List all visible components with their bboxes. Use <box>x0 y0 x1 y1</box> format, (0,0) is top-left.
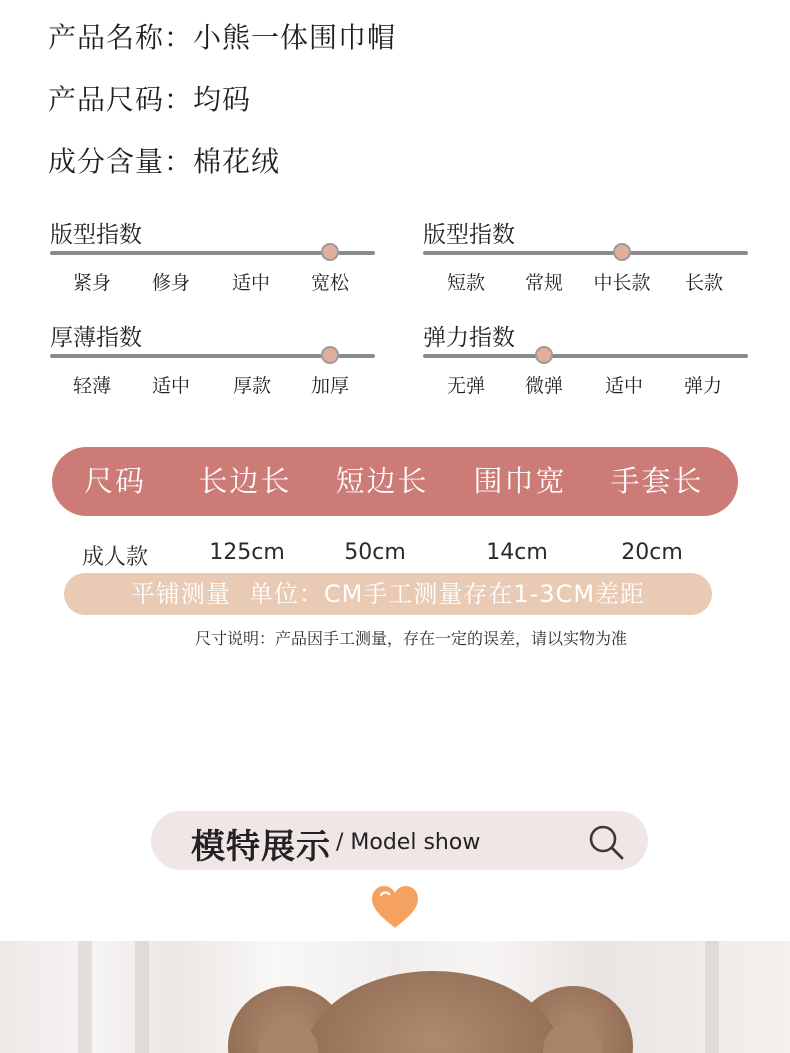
product-name-line <box>48 16 396 56</box>
bear-hat-image <box>228 971 638 1053</box>
size-disclaimer: 尺寸说明：产品因手工测量，存在一定的误差，请以实物为准 <box>194 629 627 648</box>
measurement-banner <box>64 573 712 615</box>
model-show-banner <box>151 811 648 870</box>
size-header-cell: 短边长 <box>335 464 429 498</box>
product-size-label: 产品尺码： <box>48 83 194 116</box>
product-name-value: 小熊一体围巾帽 <box>193 21 397 54</box>
size-cell: 成人款 <box>81 545 148 570</box>
size-cell: 20cm <box>621 540 683 565</box>
scale-title: 弹力指数 <box>423 325 515 351</box>
scale-option: 适中 <box>151 375 190 397</box>
scale-option: 修身 <box>151 272 190 294</box>
scale-option: 短款 <box>446 272 485 294</box>
scale-knob <box>321 346 339 364</box>
size-cell: 125cm <box>209 540 285 565</box>
product-material-value: 棉花绒 <box>193 145 281 178</box>
size-cell: 50cm <box>344 540 406 565</box>
scale-knob <box>535 346 553 364</box>
scale-option: 中长款 <box>593 272 651 294</box>
search-icon[interactable] <box>587 823 625 861</box>
scale-option: 常规 <box>524 272 563 294</box>
scale-option: 宽松 <box>310 272 349 294</box>
product-material-label: 成分含量： <box>48 145 194 178</box>
scale-title: 版型指数 <box>50 222 142 248</box>
scale-option: 厚款 <box>232 375 271 397</box>
product-material-line <box>48 140 280 180</box>
scale-option: 无弹 <box>446 375 485 397</box>
heart-icon <box>370 884 420 930</box>
scale-option: 长款 <box>684 272 723 294</box>
scale-option: 轻薄 <box>72 375 111 397</box>
scale-knob <box>613 243 631 261</box>
model-show-title: 模特展示 <box>191 827 331 867</box>
product-name-label: 产品名称： <box>48 21 194 54</box>
size-table-header <box>52 447 738 516</box>
scale-option: 适中 <box>604 375 643 397</box>
size-header-cell: 手套长 <box>610 464 704 498</box>
scale-option: 弹力 <box>683 375 722 397</box>
scale-title: 厚薄指数 <box>50 325 142 351</box>
measurement-unit-note: 单位：CM手工测量存在1-3CM差距 <box>248 580 646 608</box>
size-cell: 14cm <box>486 540 548 565</box>
scale-option: 紧身 <box>72 272 111 294</box>
scale-option: 加厚 <box>310 375 349 397</box>
scale-track <box>423 251 748 255</box>
scale-option: 微弹 <box>524 375 563 397</box>
size-header-cell: 尺码 <box>83 464 146 498</box>
model-show-subtitle: / Model show <box>336 830 481 855</box>
scale-option: 适中 <box>231 272 270 294</box>
size-header-cell: 长边长 <box>198 464 292 498</box>
measurement-method: 平铺测量 <box>130 580 231 608</box>
model-photo <box>0 941 790 1053</box>
product-size-line <box>48 78 251 118</box>
scale-knob <box>321 243 339 261</box>
size-header-cell: 围巾宽 <box>473 464 567 498</box>
scale-title: 版型指数 <box>423 222 515 248</box>
scale-track <box>423 354 748 358</box>
product-size-value: 均码 <box>193 83 252 116</box>
